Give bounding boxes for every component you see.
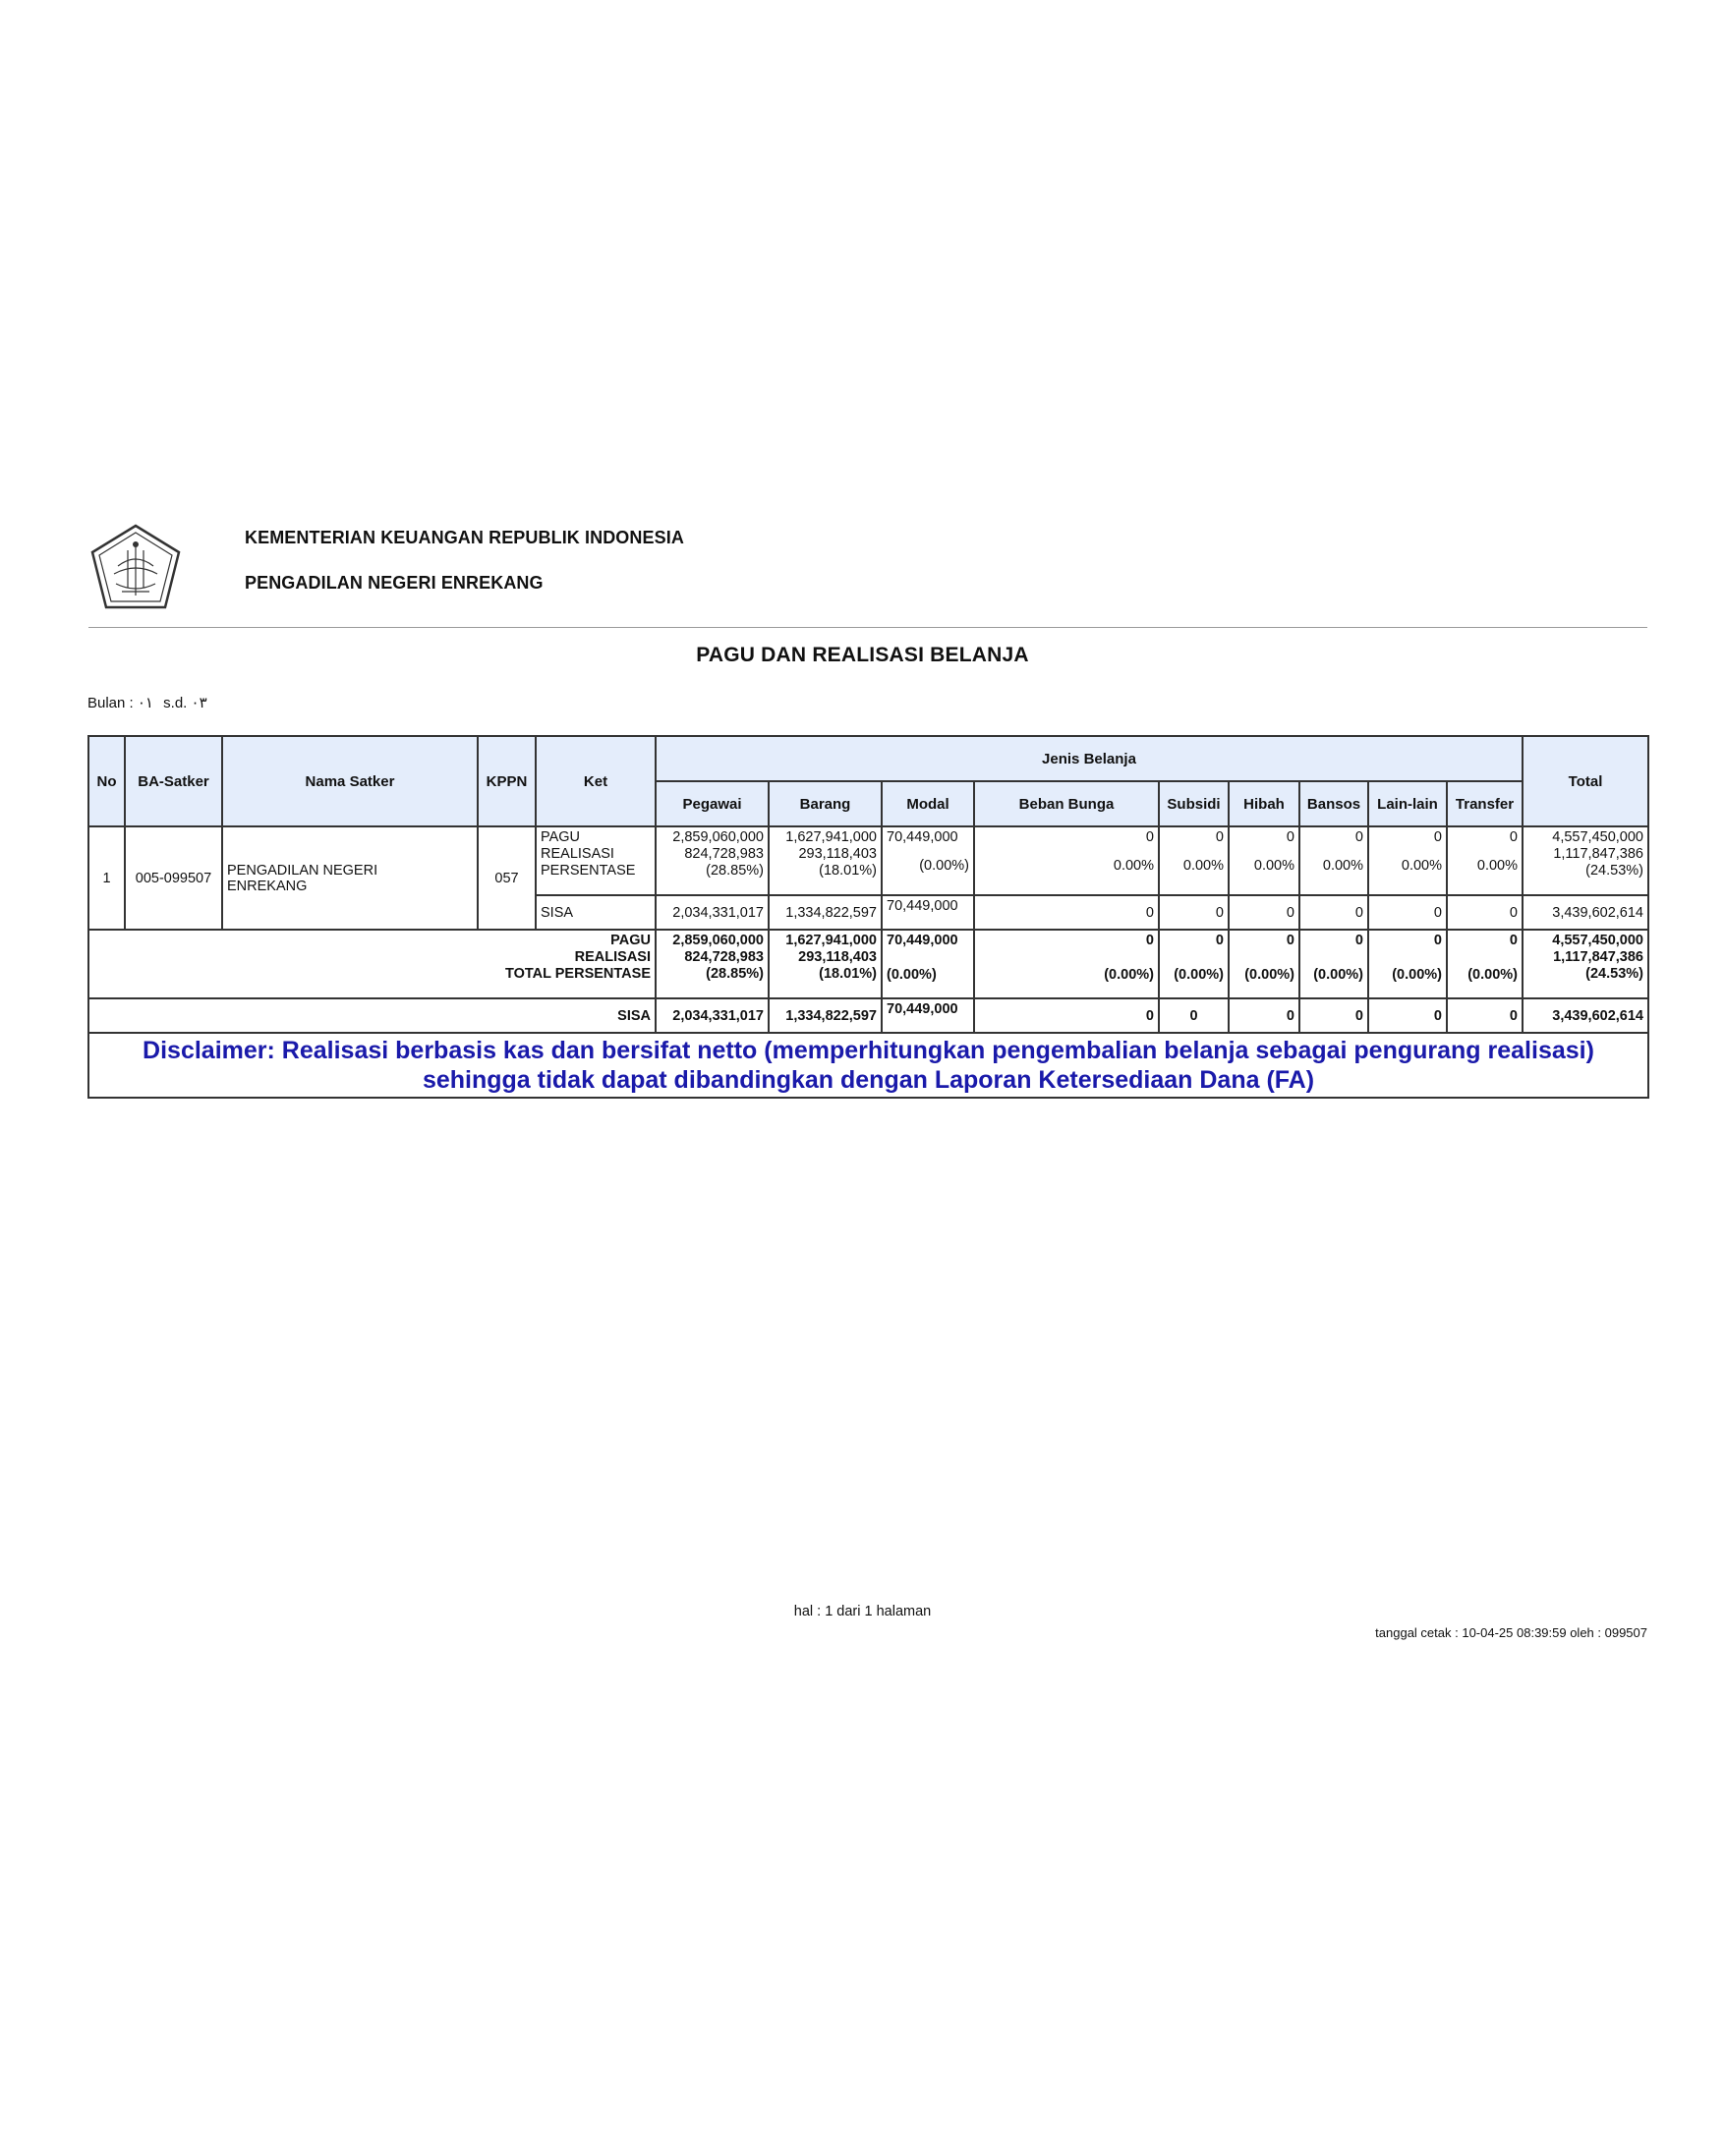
- sisa-value: 1,334,822,597: [769, 895, 882, 930]
- header-subsidi: Subsidi: [1159, 781, 1229, 826]
- persentase-value: (24.53%): [1585, 863, 1643, 879]
- persentase-value: (0.00%): [887, 967, 937, 983]
- ket-persentase: PERSENTASE: [541, 863, 636, 879]
- disclaimer-row: [88, 1033, 1648, 1098]
- persentase-value: (18.01%): [819, 863, 877, 879]
- cell-beban-bunga: [974, 826, 1159, 895]
- pagu-value: 0: [1354, 933, 1363, 948]
- header-jenis-belanja: Jenis Belanja: [656, 736, 1523, 781]
- header-lain-lain: Lain-lain: [1368, 781, 1447, 826]
- ket-realisasi: REALISASI: [541, 846, 614, 862]
- table-row: [88, 826, 1648, 895]
- persentase-value: (0.00%): [1467, 967, 1518, 983]
- header-hibah: Hibah: [1229, 781, 1299, 826]
- cell-lain-lain: [1368, 826, 1447, 895]
- sisa-value: 70,449,000: [882, 895, 974, 930]
- total-subsidi: [1159, 930, 1229, 998]
- report-title: PAGU DAN REALISASI BELANJA: [696, 644, 1029, 666]
- persentase-value: 0.00%: [1401, 858, 1442, 874]
- persentase-value: 0.00%: [1476, 858, 1518, 874]
- sisa-value: 1,334,822,597: [769, 998, 882, 1033]
- nama-satker-line2: ENREKANG: [227, 878, 308, 894]
- sisa-value: 0: [974, 998, 1159, 1033]
- sisa-value: 0: [1368, 895, 1447, 930]
- row-kppn: 057: [478, 826, 536, 930]
- pagu-value: 0: [1509, 933, 1518, 948]
- row-no: 1: [88, 826, 125, 930]
- cell-total: [1523, 826, 1648, 895]
- ket-pagu: PAGU: [541, 829, 581, 845]
- header-total: Total: [1523, 736, 1648, 826]
- persentase-value: 0.00%: [1182, 858, 1224, 874]
- sisa-value: 3,439,602,614: [1523, 895, 1648, 930]
- pagu-value: 0: [1286, 829, 1294, 845]
- disclaimer: [88, 1033, 1648, 1098]
- persentase-value: (0.00%): [1313, 967, 1363, 983]
- cell-modal: [882, 826, 974, 895]
- sisa-value: 2,034,331,017: [656, 998, 769, 1033]
- total-ket-realisasi: REALISASI: [574, 949, 651, 965]
- realisasi-value: 1,117,847,386: [1553, 846, 1643, 862]
- org-name-ministry: KEMENTERIAN KEUANGAN REPUBLIK INDONESIA: [245, 528, 684, 547]
- sisa-value: 3,439,602,614: [1523, 998, 1648, 1033]
- sisa-value: 0: [974, 895, 1159, 930]
- header-bansos: Bansos: [1299, 781, 1368, 826]
- total-lain-lain: [1368, 930, 1447, 998]
- kemenkeu-logo-icon: [88, 523, 183, 611]
- pagu-value: 0: [1145, 933, 1154, 948]
- header-pegawai: Pegawai: [656, 781, 769, 826]
- total-ket-persentase-text: PERSENTASE: [554, 966, 651, 982]
- realisasi-value: 824,728,983: [684, 846, 764, 862]
- row-nama-satker: [222, 826, 478, 930]
- total-modal: [882, 930, 974, 998]
- header-transfer: Transfer: [1447, 781, 1523, 826]
- ket-sisa: SISA: [536, 895, 656, 930]
- pagu-value: 1,627,941,000: [785, 933, 877, 948]
- cell-pegawai: [656, 826, 769, 895]
- org-name-satker: PENGADILAN NEGERI ENREKANG: [245, 573, 544, 593]
- persentase-value: (0.00%): [1392, 967, 1442, 983]
- row-ket: [536, 826, 656, 895]
- persentase-value: 0.00%: [1253, 858, 1294, 874]
- pagu-value: 70,449,000: [887, 829, 958, 845]
- persentase-value: (18.01%): [819, 966, 877, 982]
- persentase-value: (28.85%): [706, 966, 764, 982]
- realisasi-value: 824,728,983: [684, 949, 764, 965]
- disclaimer-line2: sehingga tidak dapat dibandingkan dengan Laporan Ketersediaan Dana (FA): [422, 1066, 1315, 1094]
- total-row: [88, 930, 1648, 998]
- total-ket-pagu: PAGU: [610, 933, 651, 948]
- pagu-value: 0: [1433, 933, 1442, 948]
- sisa-value: 2,034,331,017: [656, 895, 769, 930]
- period-start: Bulan : ٠١: [87, 695, 153, 711]
- pagu-value: 4,557,450,000: [1552, 933, 1643, 948]
- header-modal: Modal: [882, 781, 974, 826]
- total-label: TOTAL: [505, 966, 551, 982]
- pagu-value: 0: [1286, 933, 1294, 948]
- pagu-value: 0: [1145, 829, 1154, 845]
- cell-transfer: [1447, 826, 1523, 895]
- pagu-value: 0: [1433, 829, 1442, 845]
- sisa-value: 0: [1159, 998, 1229, 1033]
- total-bansos: [1299, 930, 1368, 998]
- total-row: [88, 998, 1648, 1033]
- pagu-value: 4,557,450,000: [1552, 829, 1643, 845]
- persentase-value: 0.00%: [1322, 858, 1363, 874]
- sisa-value: 0: [1159, 895, 1229, 930]
- pagu-value: 0: [1354, 829, 1363, 845]
- pagu-value: 2,859,060,000: [672, 933, 764, 948]
- sisa-value: 0: [1229, 895, 1299, 930]
- pagu-value: 0: [1509, 829, 1518, 845]
- total-hibah: [1229, 930, 1299, 998]
- period-end: s.d. ٠٣: [163, 695, 207, 711]
- pagu-value: 0: [1215, 933, 1224, 948]
- cell-subsidi: [1159, 826, 1229, 895]
- persentase-value: 0.00%: [1113, 858, 1154, 874]
- header-ba-satker: BA-Satker: [125, 736, 222, 826]
- persentase-value: (0.00%): [919, 858, 969, 874]
- persentase-value: (0.00%): [1174, 967, 1224, 983]
- header-no: No: [88, 736, 125, 826]
- header-barang: Barang: [769, 781, 882, 826]
- total-pegawai: [656, 930, 769, 998]
- pagu-value: 1,627,941,000: [785, 829, 877, 845]
- sisa-value: 70,449,000: [882, 998, 974, 1033]
- sisa-value: 0: [1447, 895, 1523, 930]
- total-barang: [769, 930, 882, 998]
- sisa-value: 0: [1299, 895, 1368, 930]
- nama-satker-line1: PENGADILAN NEGERI: [227, 862, 378, 879]
- realisasi-value: 293,118,403: [798, 949, 877, 965]
- sisa-value: 0: [1447, 998, 1523, 1033]
- header-beban-bunga: Beban Bunga: [974, 781, 1159, 826]
- total-transfer: [1447, 930, 1523, 998]
- pagu-value: 0: [1215, 829, 1224, 845]
- total-ket-persentase: [93, 966, 651, 983]
- persentase-value: (24.53%): [1585, 966, 1643, 982]
- total-beban-bunga: [974, 930, 1159, 998]
- header-ket: Ket: [536, 736, 656, 826]
- realisasi-value: 293,118,403: [798, 846, 877, 862]
- persentase-value: (0.00%): [1244, 967, 1294, 983]
- header-divider: [88, 627, 1647, 628]
- pagu-value: 2,859,060,000: [672, 829, 764, 845]
- sisa-value: 0: [1299, 998, 1368, 1033]
- budget-table: [87, 735, 1649, 1099]
- persentase-value: (0.00%): [1104, 967, 1154, 983]
- total-total: [1523, 930, 1648, 998]
- disclaimer-line1: Disclaimer: Realisasi berbasis kas dan bersifat netto (memperhitungkan pengembalian belanja sebagai pengurang realisasi): [143, 1037, 1594, 1064]
- realisasi-value: 1,117,847,386: [1553, 949, 1643, 965]
- cell-bansos: [1299, 826, 1368, 895]
- cell-hibah: [1229, 826, 1299, 895]
- total-ket-sisa: SISA: [88, 998, 656, 1033]
- pagu-value: 70,449,000: [887, 933, 958, 948]
- header-nama-satker: Nama Satker: [222, 736, 478, 826]
- header-kppn: KPPN: [478, 736, 536, 826]
- sisa-value: 0: [1229, 998, 1299, 1033]
- page-number: hal : 1 dari 1 halaman: [793, 1604, 932, 1619]
- sisa-value: 0: [1368, 998, 1447, 1033]
- print-timestamp: tanggal cetak : 10-04-25 08:39:59 oleh : 099507: [1375, 1625, 1647, 1640]
- total-label-cell: [88, 930, 656, 998]
- cell-barang: [769, 826, 882, 895]
- row-ba-satker: 005-099507: [125, 826, 222, 930]
- period-label: [87, 694, 213, 711]
- persentase-value: (28.85%): [706, 863, 764, 879]
